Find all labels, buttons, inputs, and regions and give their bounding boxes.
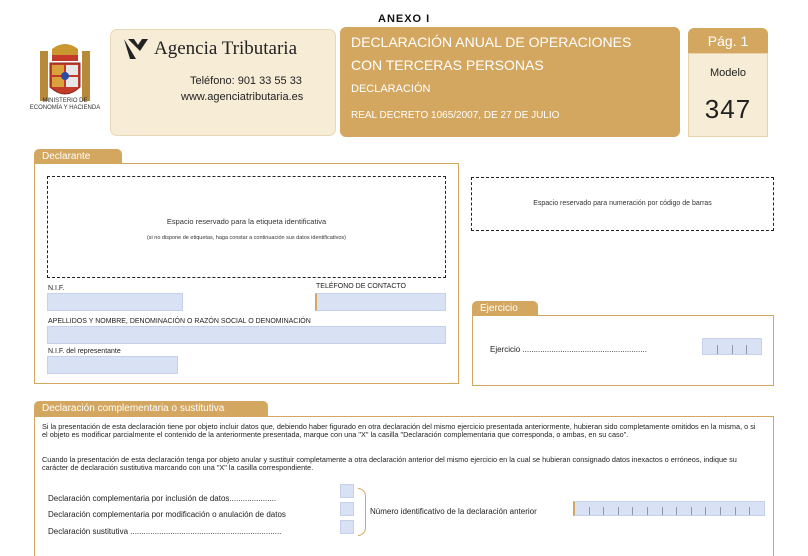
label-space-text: Espacio reservado para la etiqueta identificativa [166, 217, 327, 226]
rep-nif-input[interactable] [47, 356, 178, 374]
model-number: 347 [704, 94, 752, 124]
option-inclusion-checkbox[interactable] [340, 484, 354, 498]
option-modificacion-label: Declaración complementaria por modificación o anulación de datos [48, 510, 286, 519]
phone-label: TELÉFONO DE CONTACTO [316, 283, 406, 290]
annex-label: ANEXO I [378, 13, 431, 25]
form-title-line1: DECLARACIÓN ANUAL DE OPERACIONES [351, 34, 632, 50]
prev-declaration-label: Número identificativo de la declaración anterior [370, 507, 537, 516]
ejercicio-label: Ejercicio ........................................................ [490, 345, 647, 354]
prev-declaration-input[interactable] [573, 501, 765, 516]
option-sustitutiva-checkbox[interactable] [340, 520, 354, 534]
nif-label: N.I.F. [48, 285, 65, 292]
form-decree: REAL DECRETO 1065/2007, DE 27 DE JULIO [351, 110, 560, 121]
form-subtitle: DECLARACIÓN [351, 83, 431, 95]
option-modificacion-checkbox[interactable] [340, 502, 354, 516]
ministry-name: MINISTERIO DE ECONOMÍA Y HACIENDA [29, 98, 101, 111]
model-label: Modelo [709, 67, 747, 79]
complementaria-text-p2: Cuando la presentación de esta declaración tenga por objeto anular y sustituir completamente a otra declaración anterior del mismo ejercicio en la cual se hubieran consignado datos inexactos o erróneos, indique su carácter de declaración sustitutiva marcando con una "X" la casilla correspondiente. [42, 455, 737, 473]
options-brace [358, 488, 366, 536]
agency-phone: Teléfono: 901 33 55 33 [190, 75, 302, 87]
form-title-line2: CON TERCERAS PERSONAS [351, 57, 544, 73]
rep-nif-label: N.I.F. del representante [48, 348, 121, 355]
declarante-tab: Declarante [34, 149, 122, 164]
name-input[interactable] [47, 326, 446, 344]
nif-input[interactable] [47, 293, 183, 311]
model-box [688, 53, 768, 137]
agency-name: Agencia Tributaria [154, 38, 298, 59]
agency-website[interactable]: www.agenciatributaria.es [181, 91, 304, 103]
ejercicio-tab: Ejercicio [472, 301, 538, 316]
barcode-space-text: Espacio reservado para numeración por código de barras [533, 200, 712, 207]
page-number: Pág. 1 [688, 28, 768, 55]
agency-logo-icon [122, 37, 150, 61]
label-space-note: (si no dispone de etiquetas, haga constar a continuación sus datos identificativos) [146, 235, 347, 241]
complementaria-text-p1: Si la presentación de esta declaración tiene por objeto incluir datos que, debiendo haber figurado en otra declaración del mismo ejercicio presentada anteriormente, hubieran sido completamente omitidos en la misma, o si el objeto es modificar parcialmente el contenido de la anteriormente presentada, marque con una "X" la casilla "Declaración complementaria que corresponda, o ambas, en su caso". [42, 422, 756, 440]
form-title-box [340, 27, 680, 137]
label-space-box [47, 176, 446, 278]
option-sustitutiva-label: Declaración sustitutiva .................................................................... [48, 527, 282, 536]
option-inclusion-label: Declaración complementaria por inclusión de datos..................... [48, 494, 277, 503]
phone-input[interactable] [315, 293, 446, 311]
name-label: APELLIDOS Y NOMBRE, DENOMINACIÓN O RAZÓN SOCIAL O DENOMINACIÓN [48, 318, 311, 325]
ejercicio-input[interactable] [702, 338, 762, 355]
complementaria-tab: Declaración complementaria o sustitutiva [34, 401, 268, 416]
